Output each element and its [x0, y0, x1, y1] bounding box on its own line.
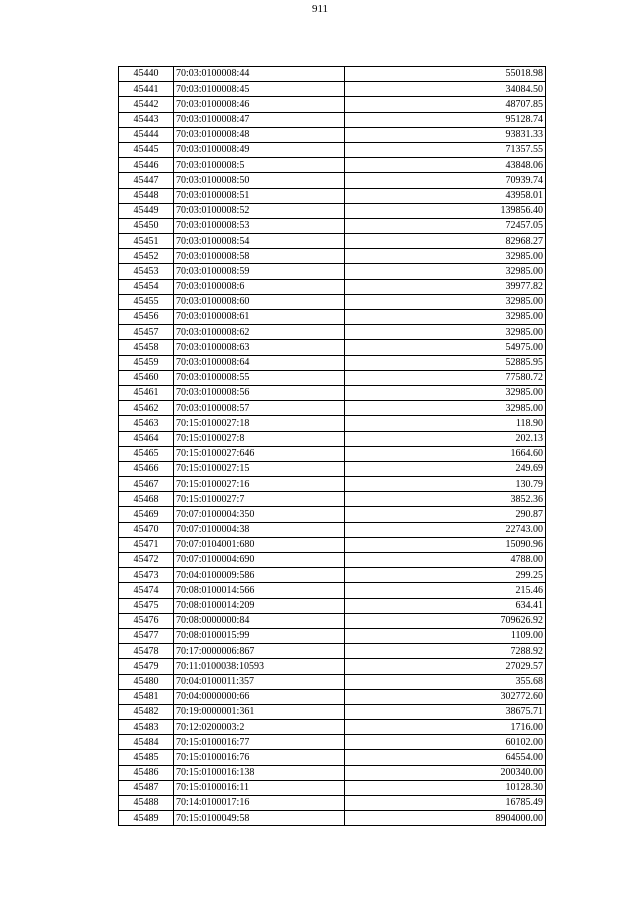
value-cell: 7288.92: [345, 644, 546, 659]
value-cell: 32985.00: [345, 249, 546, 264]
table-row: [119, 249, 546, 264]
table-row: [119, 264, 546, 279]
cadastral-number-cell: 70:03:0100008:63: [174, 340, 345, 355]
row-number-cell: 45463: [119, 416, 174, 431]
row-number-cell: 45484: [119, 735, 174, 750]
value-cell: 70939.74: [345, 173, 546, 188]
cadastral-number-cell: 70:07:0104001:680: [174, 537, 345, 552]
row-number-cell: 45466: [119, 461, 174, 476]
cadastral-number-cell: 70:03:0100008:56: [174, 385, 345, 400]
table-row: [119, 507, 546, 522]
table-row: [119, 689, 546, 704]
cadastral-number-cell: 70:03:0100008:60: [174, 294, 345, 309]
cadastral-number-cell: 70:15:0100027:18: [174, 416, 345, 431]
value-cell: 43848.06: [345, 158, 546, 173]
cadastral-number-cell: 70:04:0100011:357: [174, 674, 345, 689]
row-number-cell: 45441: [119, 82, 174, 97]
value-cell: 60102.00: [345, 735, 546, 750]
value-cell: 54975.00: [345, 340, 546, 355]
table-row: [119, 735, 546, 750]
value-cell: 71357.55: [345, 142, 546, 157]
row-number-cell: 45469: [119, 507, 174, 522]
row-number-cell: 45445: [119, 142, 174, 157]
row-number-cell: 45471: [119, 537, 174, 552]
row-number-cell: 45461: [119, 385, 174, 400]
cadastral-number-cell: 70:03:0100008:61: [174, 310, 345, 325]
cadastral-number-cell: 70:07:0100004:38: [174, 522, 345, 537]
row-number-cell: 45478: [119, 644, 174, 659]
value-cell: 32985.00: [345, 264, 546, 279]
cadastral-number-cell: 70:03:0100008:58: [174, 249, 345, 264]
cadastral-number-cell: 70:15:0100027:15: [174, 461, 345, 476]
cadastral-number-cell: 70:03:0100008:6: [174, 279, 345, 294]
row-number-cell: 45444: [119, 127, 174, 142]
value-cell: 34084.50: [345, 82, 546, 97]
table-row: [119, 568, 546, 583]
table-row: [119, 416, 546, 431]
table-row: [119, 127, 546, 142]
cadastral-number-cell: 70:03:0100008:52: [174, 203, 345, 218]
row-number-cell: 45442: [119, 97, 174, 112]
row-number-cell: 45464: [119, 431, 174, 446]
cadastral-number-cell: 70:19:0000001:361: [174, 704, 345, 719]
row-number-cell: 45489: [119, 811, 174, 826]
row-number-cell: 45486: [119, 765, 174, 780]
table-row: [119, 780, 546, 795]
value-cell: 95128.74: [345, 112, 546, 127]
value-cell: 72457.05: [345, 218, 546, 233]
table-row: [119, 234, 546, 249]
table-row: [119, 82, 546, 97]
cadastral-number-cell: 70:03:0100008:46: [174, 97, 345, 112]
row-number-cell: 45455: [119, 294, 174, 309]
table-row: [119, 188, 546, 203]
table-row: [119, 370, 546, 385]
table-row: [119, 97, 546, 112]
row-number-cell: 45458: [119, 340, 174, 355]
row-number-cell: 45479: [119, 659, 174, 674]
row-number-cell: 45468: [119, 492, 174, 507]
table-row: [119, 158, 546, 173]
value-cell: 22743.00: [345, 522, 546, 537]
value-cell: 8904000.00: [345, 811, 546, 826]
value-cell: 200340.00: [345, 765, 546, 780]
row-number-cell: 45456: [119, 310, 174, 325]
row-number-cell: 45473: [119, 568, 174, 583]
row-number-cell: 45472: [119, 553, 174, 568]
row-number-cell: 45448: [119, 188, 174, 203]
cadastral-number-cell: 70:03:0100008:51: [174, 188, 345, 203]
row-number-cell: 45446: [119, 158, 174, 173]
table-row: [119, 796, 546, 811]
value-cell: 634.41: [345, 598, 546, 613]
value-cell: 27029.57: [345, 659, 546, 674]
table-row: [119, 385, 546, 400]
value-cell: 52885.95: [345, 355, 546, 370]
value-cell: 32985.00: [345, 294, 546, 309]
table-row: [119, 644, 546, 659]
table-row: [119, 674, 546, 689]
value-cell: 55018.98: [345, 67, 546, 82]
row-number-cell: 45482: [119, 704, 174, 719]
row-number-cell: 45443: [119, 112, 174, 127]
cadastral-number-cell: 70:15:0100016:76: [174, 750, 345, 765]
row-number-cell: 45465: [119, 446, 174, 461]
table-row: [119, 279, 546, 294]
value-cell: 290.87: [345, 507, 546, 522]
cadastral-number-cell: 70:04:0000000:66: [174, 689, 345, 704]
cadastral-number-cell: 70:03:0100008:54: [174, 234, 345, 249]
cadastral-number-cell: 70:15:0100016:138: [174, 765, 345, 780]
value-cell: 355.68: [345, 674, 546, 689]
value-cell: 93831.33: [345, 127, 546, 142]
row-number-cell: 45440: [119, 67, 174, 82]
table-row: [119, 142, 546, 157]
cadastral-number-cell: 70:08:0000000:84: [174, 613, 345, 628]
value-cell: 302772.60: [345, 689, 546, 704]
value-cell: 709626.92: [345, 613, 546, 628]
table-row: [119, 583, 546, 598]
row-number-cell: 45476: [119, 613, 174, 628]
value-cell: 3852.36: [345, 492, 546, 507]
row-number-cell: 45454: [119, 279, 174, 294]
row-number-cell: 45487: [119, 780, 174, 795]
row-number-cell: 45460: [119, 370, 174, 385]
row-number-cell: 45449: [119, 203, 174, 218]
table-row: [119, 401, 546, 416]
cadastral-number-cell: 70:03:0100008:64: [174, 355, 345, 370]
row-number-cell: 45470: [119, 522, 174, 537]
table-row: [119, 811, 546, 826]
row-number-cell: 45480: [119, 674, 174, 689]
cadastral-number-cell: 70:15:0100016:77: [174, 735, 345, 750]
cadastral-number-cell: 70:11:0100038:10593: [174, 659, 345, 674]
table-row: [119, 659, 546, 674]
row-number-cell: 45453: [119, 264, 174, 279]
table-row: [119, 704, 546, 719]
cadastral-number-cell: 70:03:0100008:49: [174, 142, 345, 157]
table-row: [119, 461, 546, 476]
cadastral-number-cell: 70:03:0100008:5: [174, 158, 345, 173]
page-number: 911: [311, 3, 329, 15]
value-cell: 77580.72: [345, 370, 546, 385]
table-row: [119, 355, 546, 370]
value-cell: 202.13: [345, 431, 546, 446]
row-number-cell: 45450: [119, 218, 174, 233]
row-number-cell: 45452: [119, 249, 174, 264]
row-number-cell: 45485: [119, 750, 174, 765]
value-cell: 130.79: [345, 477, 546, 492]
row-number-cell: 45447: [119, 173, 174, 188]
table-row: [119, 203, 546, 218]
table-row: [119, 446, 546, 461]
cadastral-number-cell: 70:03:0100008:53: [174, 218, 345, 233]
value-cell: 139856.40: [345, 203, 546, 218]
cadastral-number-cell: 70:03:0100008:55: [174, 370, 345, 385]
table-row: [119, 310, 546, 325]
value-cell: 64554.00: [345, 750, 546, 765]
value-cell: 32985.00: [345, 385, 546, 400]
table-row: [119, 613, 546, 628]
row-number-cell: 45467: [119, 477, 174, 492]
table-row: [119, 325, 546, 340]
row-number-cell: 45451: [119, 234, 174, 249]
cadastral-number-cell: 70:04:0100009:586: [174, 568, 345, 583]
value-cell: 15090.96: [345, 537, 546, 552]
cadastral-number-cell: 70:08:0100015:99: [174, 628, 345, 643]
value-cell: 82968.27: [345, 234, 546, 249]
row-number-cell: 45481: [119, 689, 174, 704]
cadastral-number-cell: 70:15:0100027:646: [174, 446, 345, 461]
value-cell: 32985.00: [345, 401, 546, 416]
cadastral-number-cell: 70:03:0100008:62: [174, 325, 345, 340]
table-row: [119, 431, 546, 446]
row-number-cell: 45477: [119, 628, 174, 643]
value-cell: 1109.00: [345, 628, 546, 643]
value-cell: 32985.00: [345, 325, 546, 340]
cadastral-number-cell: 70:15:0100049:58: [174, 811, 345, 826]
value-cell: 299.25: [345, 568, 546, 583]
cadastral-number-cell: 70:17:0000006:867: [174, 644, 345, 659]
table-row: [119, 720, 546, 735]
cadastral-number-cell: 70:14:0100017:16: [174, 796, 345, 811]
table-row: [119, 492, 546, 507]
cadastral-number-cell: 70:03:0100008:45: [174, 82, 345, 97]
cadastral-number-cell: 70:03:0100008:44: [174, 67, 345, 82]
value-cell: 48707.85: [345, 97, 546, 112]
row-number-cell: 45462: [119, 401, 174, 416]
cadastral-number-cell: 70:08:0100014:209: [174, 598, 345, 613]
table-row: [119, 67, 546, 82]
value-cell: 10128.30: [345, 780, 546, 795]
cadastral-number-cell: 70:08:0100014:566: [174, 583, 345, 598]
row-number-cell: 45475: [119, 598, 174, 613]
table-body: [119, 67, 546, 826]
row-number-cell: 45457: [119, 325, 174, 340]
value-cell: 32985.00: [345, 310, 546, 325]
table-row: [119, 173, 546, 188]
cadastral-number-cell: 70:03:0100008:50: [174, 173, 345, 188]
value-cell: 4788.00: [345, 553, 546, 568]
table-row: [119, 522, 546, 537]
data-table: [118, 66, 546, 826]
cadastral-number-cell: 70:15:0100027:16: [174, 477, 345, 492]
table-row: [119, 112, 546, 127]
cadastral-number-cell: 70:15:0100016:11: [174, 780, 345, 795]
row-number-cell: 45474: [119, 583, 174, 598]
cadastral-number-cell: 70:03:0100008:59: [174, 264, 345, 279]
cadastral-number-cell: 70:07:0100004:350: [174, 507, 345, 522]
cadastral-number-cell: 70:03:0100008:57: [174, 401, 345, 416]
table-row: [119, 340, 546, 355]
cadastral-number-cell: 70:15:0100027:8: [174, 431, 345, 446]
value-cell: 118.90: [345, 416, 546, 431]
value-cell: 215.46: [345, 583, 546, 598]
table-row: [119, 765, 546, 780]
row-number-cell: 45459: [119, 355, 174, 370]
table-row: [119, 750, 546, 765]
value-cell: 1716.00: [345, 720, 546, 735]
table-row: [119, 477, 546, 492]
cadastral-number-cell: 70:03:0100008:47: [174, 112, 345, 127]
table-row: [119, 218, 546, 233]
table-row: [119, 553, 546, 568]
value-cell: 16785.49: [345, 796, 546, 811]
cadastral-number-cell: 70:03:0100008:48: [174, 127, 345, 142]
table-row: [119, 628, 546, 643]
cadastral-number-cell: 70:07:0100004:690: [174, 553, 345, 568]
value-cell: 39977.82: [345, 279, 546, 294]
cadastral-number-cell: 70:12:0200003:2: [174, 720, 345, 735]
cadastral-number-cell: 70:15:0100027:7: [174, 492, 345, 507]
value-cell: 43958.01: [345, 188, 546, 203]
table-row: [119, 598, 546, 613]
row-number-cell: 45483: [119, 720, 174, 735]
value-cell: 38675.71: [345, 704, 546, 719]
table-row: [119, 537, 546, 552]
value-cell: 249.69: [345, 461, 546, 476]
row-number-cell: 45488: [119, 796, 174, 811]
table-row: [119, 294, 546, 309]
value-cell: 1664.60: [345, 446, 546, 461]
